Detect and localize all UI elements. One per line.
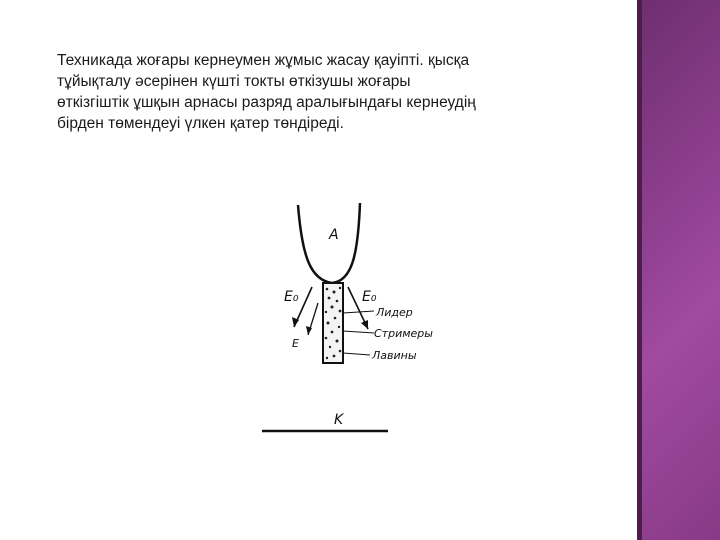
avalanches-label: Лавины	[372, 349, 417, 362]
streamers-pointer	[343, 331, 374, 333]
field-reduced-label: E	[292, 337, 299, 350]
leader-pointer	[343, 311, 374, 313]
streamers-label: Стримеры	[374, 327, 433, 340]
cathode-label: K	[334, 412, 344, 428]
decorative-sidebar	[642, 0, 720, 540]
anode-electrode	[298, 203, 360, 283]
slide-paragraph: Техникада жоғары кернеумен жұмыс жасау қауіпті. қысқа тұйықталу әсерінен күшті токты өткізушы жоғары өткізгіштік ұшқын арнасы разряд аралығындағы кернеудің бірден төмендеуі үлкен қатер төндіреді.	[57, 52, 476, 132]
field-left-label: E₀	[284, 289, 299, 305]
discharge-diagram-svg	[250, 195, 450, 440]
anode-label: A	[329, 227, 339, 243]
leader-label: Лидер	[376, 306, 413, 319]
field-right-label: E₀	[362, 289, 377, 305]
avalanches-pointer	[343, 353, 370, 355]
discharge-diagram	[250, 195, 450, 440]
